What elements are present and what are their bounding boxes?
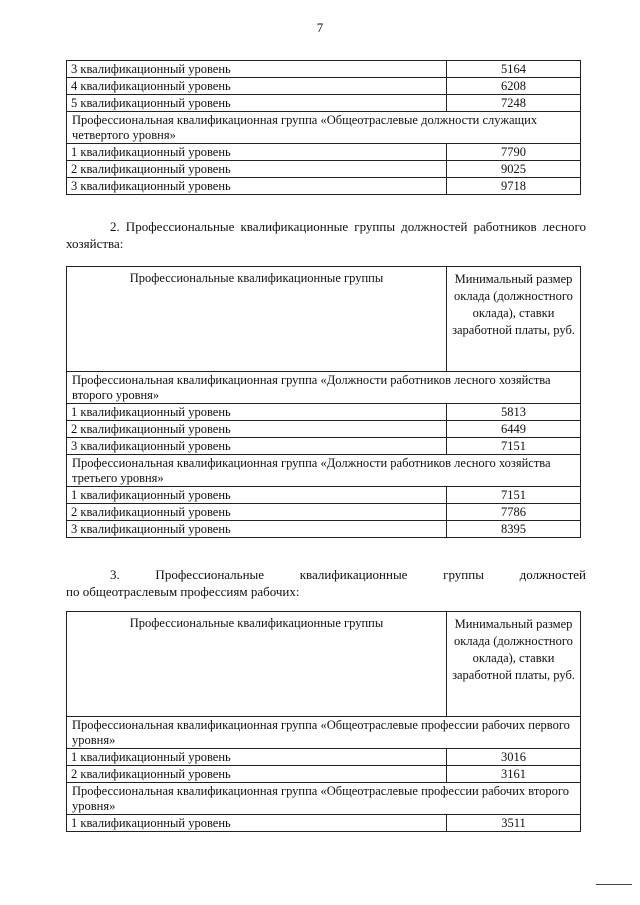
forestry-salary-table	[66, 266, 581, 538]
column-header-salary: Минимальный размер оклада (должностного оклада), ставки заработной платы, руб.	[447, 612, 581, 717]
level-value: 9025	[447, 161, 581, 178]
table-row	[67, 421, 581, 438]
table-row	[67, 749, 581, 766]
level-name: 3 квалификационный уровень	[67, 178, 447, 195]
level-name: 5 квалификационный уровень	[67, 95, 447, 112]
level-name: 1 квалификационный уровень	[67, 749, 447, 766]
section-2-heading-text: 2. Профессиональные квалификационные группы должностей работников лесного хозяйства:	[66, 219, 586, 251]
column-header-groups: Профессиональные квалификационные группы	[67, 612, 447, 717]
group-title: Профессиональная квалификационная группа «Общеотраслевые профессии рабочих первого уровня»	[67, 717, 581, 749]
group-title: Профессиональная квалификационная группа «Должности работников лесного хозяйства второго уровня»	[67, 372, 581, 404]
section-3-heading-line1: 3. Профессиональные квалификационные группы должностей	[110, 567, 586, 582]
level-value: 7790	[447, 144, 581, 161]
group-row	[67, 372, 581, 404]
level-name: 2 квалификационный уровень	[67, 421, 447, 438]
level-value: 6208	[447, 78, 581, 95]
column-header-groups: Профессиональные квалификационные группы	[67, 267, 447, 372]
level-name: 2 квалификационный уровень	[67, 766, 447, 783]
table-row	[67, 766, 581, 783]
group-row	[67, 717, 581, 749]
level-value: 7151	[447, 487, 581, 504]
salary-table-continuation	[66, 60, 581, 195]
table-row	[67, 61, 581, 78]
level-value: 8395	[447, 521, 581, 538]
level-value: 3161	[447, 766, 581, 783]
level-value: 9718	[447, 178, 581, 195]
level-name: 1 квалификационный уровень	[67, 144, 447, 161]
level-name: 3 квалификационный уровень	[67, 61, 447, 78]
level-value: 7151	[447, 438, 581, 455]
table-row	[67, 78, 581, 95]
table-row	[67, 521, 581, 538]
level-name: 2 квалификационный уровень	[67, 504, 447, 521]
level-name: 3 квалификационный уровень	[67, 438, 447, 455]
workers-salary-table	[66, 611, 581, 832]
table-row	[67, 95, 581, 112]
level-name: 1 квалификационный уровень	[67, 404, 447, 421]
table-row	[67, 144, 581, 161]
column-header-salary: Минимальный размер оклада (должностного оклада), ставки заработной платы, руб.	[447, 267, 581, 372]
header-row	[67, 612, 581, 717]
page-number: 7	[316, 20, 324, 35]
level-value: 3016	[447, 749, 581, 766]
level-value: 7248	[447, 95, 581, 112]
table-row	[67, 438, 581, 455]
level-value: 6449	[447, 421, 581, 438]
table-row	[67, 404, 581, 421]
section-3-heading-line2: по общеотраслевым профессиям рабочих:	[66, 584, 300, 599]
level-name: 1 квалификационный уровень	[67, 487, 447, 504]
table-row	[67, 504, 581, 521]
level-value: 3511	[447, 815, 581, 832]
section-3-heading	[66, 566, 586, 600]
level-value: 5813	[447, 404, 581, 421]
table-row	[67, 815, 581, 832]
level-name: 3 квалификационный уровень	[67, 521, 447, 538]
level-name: 2 квалификационный уровень	[67, 161, 447, 178]
level-name: 4 квалификационный уровень	[67, 78, 447, 95]
table-row	[67, 487, 581, 504]
group-row	[67, 783, 581, 815]
level-value: 5164	[447, 61, 581, 78]
table-row	[67, 161, 581, 178]
group-title: Профессиональная квалификационная группа «Общеотраслевые профессии рабочих второго уровня»	[67, 783, 581, 815]
group-title: Профессиональная квалификационная группа «Общеотраслевые должности служащих четвертого уровня»	[67, 112, 581, 144]
footer-divider	[596, 884, 632, 885]
group-title: Профессиональная квалификационная группа «Должности работников лесного хозяйства третьего уровня»	[67, 455, 581, 487]
group-row	[67, 112, 581, 144]
level-name: 1 квалификационный уровень	[67, 815, 447, 832]
table-row	[67, 178, 581, 195]
group-row	[67, 455, 581, 487]
section-2-heading	[66, 218, 586, 252]
header-row	[67, 267, 581, 372]
level-value: 7786	[447, 504, 581, 521]
